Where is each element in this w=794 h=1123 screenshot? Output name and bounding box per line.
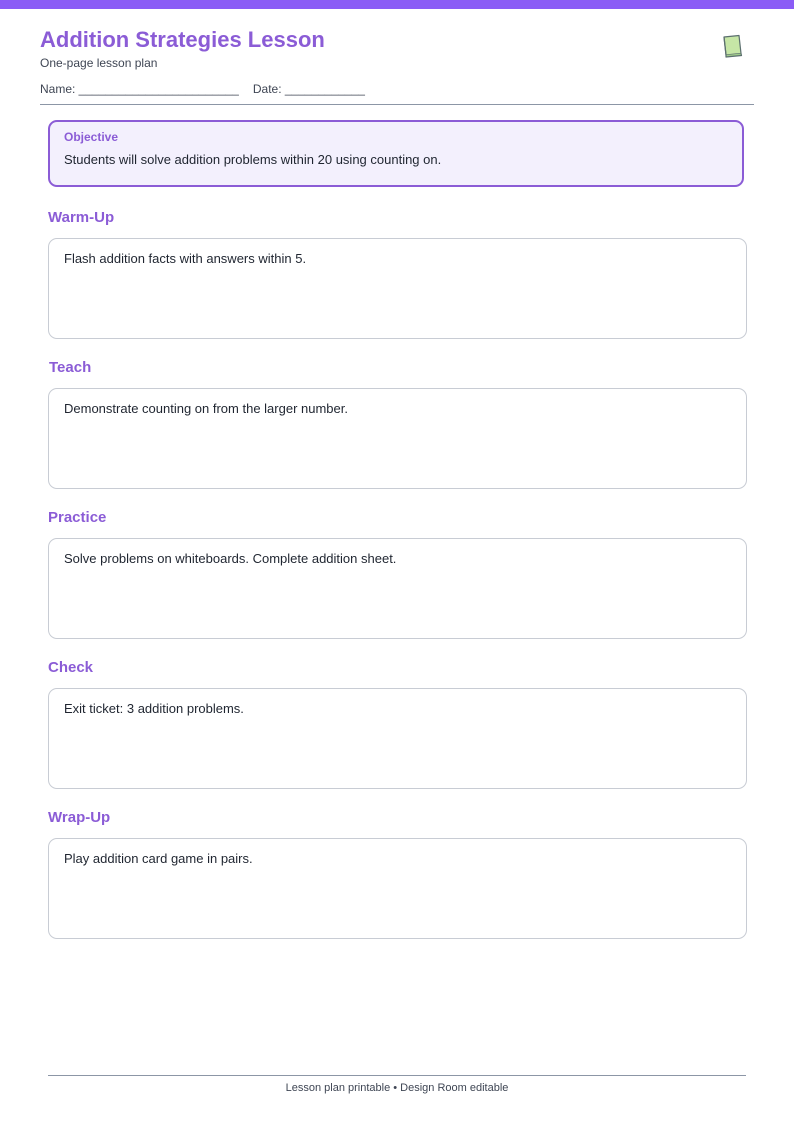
section-box-practice bbox=[48, 538, 747, 639]
section-box-check bbox=[48, 688, 747, 789]
page-title: Addition Strategies Lesson bbox=[40, 27, 325, 52]
book-icon bbox=[720, 33, 746, 59]
section-heading-warm-up: Warm-Up bbox=[48, 209, 115, 226]
date-field: Date: ____________ bbox=[252, 82, 365, 96]
objective-box bbox=[48, 120, 744, 187]
section-heading-practice: Practice bbox=[48, 509, 107, 526]
section-box-teach bbox=[48, 388, 747, 489]
footer-text: Lesson plan printable • Design Room editable bbox=[285, 1082, 509, 1094]
section-text-teach: Demonstrate counting on from the larger number. bbox=[64, 401, 348, 416]
footer-divider bbox=[48, 1075, 746, 1076]
objective-label: Objective bbox=[64, 130, 119, 144]
section-box-wrap-up bbox=[48, 838, 747, 939]
objective-text: Students will solve addition problems within 20 using counting on. bbox=[64, 152, 442, 167]
section-text-check: Exit ticket: 3 addition problems. bbox=[64, 701, 244, 716]
header-divider bbox=[40, 104, 754, 105]
page-subtitle: One-page lesson plan bbox=[40, 56, 158, 70]
name-date-line bbox=[40, 82, 365, 96]
section-box-warm-up bbox=[48, 238, 747, 339]
section-text-warm-up: Flash addition facts with answers within 5. bbox=[64, 251, 307, 266]
section-text-practice: Solve problems on whiteboards. Complete addition sheet. bbox=[64, 551, 397, 566]
section-heading-teach: Teach bbox=[49, 359, 92, 376]
section-heading-wrap-up: Wrap-Up bbox=[48, 809, 111, 826]
top-accent-bar bbox=[0, 0, 794, 9]
section-heading-check: Check bbox=[48, 659, 94, 676]
section-text-wrap-up: Play addition card game in pairs. bbox=[64, 851, 253, 866]
name-field: Name: ________________________ bbox=[40, 82, 239, 96]
